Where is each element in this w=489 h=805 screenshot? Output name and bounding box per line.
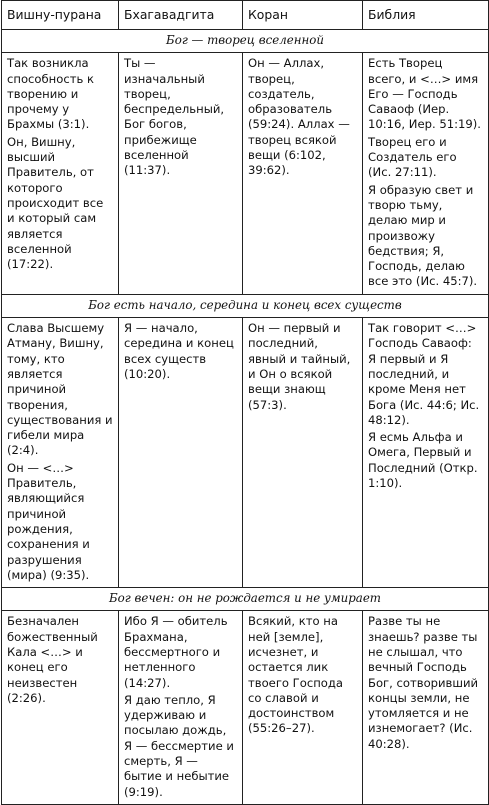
quote: Он — Аллах, творец, создатель, образователь (59:24). Аллах — творец всякой вещи (6:102, 39:62). xyxy=(248,56,350,178)
cell-bible xyxy=(363,318,489,588)
quote: Творец его и Создатель его (Ис. 27:11). xyxy=(368,134,457,180)
header-koran: Коран xyxy=(243,1,363,30)
quote: Я даю тепло, Я удерживаю и посылаю дождь, Я — бессмертие и смерть, Я — бытие и небытие (9:19). xyxy=(124,692,234,799)
cell-vishnu-purana xyxy=(2,318,119,588)
cell-koran xyxy=(243,318,363,588)
quote: Он — первый и последний, явный и тайный, и Он о всякой вещи знающ (57:3). xyxy=(248,321,351,412)
section-title: Бог — творец вселенной xyxy=(2,30,489,53)
section-title: Бог вечен: он не рождается и не умирает xyxy=(2,588,489,611)
cell-bhagavadgita xyxy=(119,318,243,588)
quote: Он, Вишну, высший Правитель, от которого происходит все и который сам является вселенной (17:22). xyxy=(7,134,104,272)
cell-koran xyxy=(243,53,363,294)
section-title-row xyxy=(2,294,489,317)
quote: Есть Творец всего, и <…> имя Его — Господь Саваоф (Иер. 10:16, Иер. 51:19). xyxy=(368,56,481,132)
cell-bhagavadgita xyxy=(119,53,243,294)
cell-bible xyxy=(363,53,489,294)
header-bhagavadgita: Бхагавадгита xyxy=(119,1,243,30)
quote: Слава Высшему Атману, Вишну, тому, кто является причиной творения, существования и гибели мира (2:4). xyxy=(7,321,113,458)
cell-vishnu-purana xyxy=(2,53,119,294)
quote: Безначален божественный Кала <…> и конец его неизвестен (2:26). xyxy=(7,614,98,705)
table-row xyxy=(2,318,489,588)
quote: Так говорит <…> Господь Саваоф: Я первый и Я последний, и кроме Меня нет Бога (Ис. 44:6; Ис. 48:12). xyxy=(368,321,480,427)
quote: Я есмь Альфа и Омега, Первый и Последний (Откр. 1:10). xyxy=(368,430,478,491)
header-vishnu-purana: Вишну-пурана xyxy=(2,1,119,30)
quote: Ибо Я — обитель Брахмана, бессмертного и нетленного (14:27). xyxy=(124,614,228,690)
quote: Я — начало, середина и конец всех существ (10:20). xyxy=(124,321,234,381)
header-bible: Библия xyxy=(363,1,489,30)
table-row xyxy=(2,53,489,294)
section-title-row xyxy=(2,30,489,53)
quote: Так возникла способность к творению и прочему у Брахмы (3:1). xyxy=(7,56,94,132)
quote: Разве ты не знаешь? разве ты не слышал, что вечный Господь Бог, сотворивший концы земли, не утомляется и не изнемогает? (Ис. 40:28). xyxy=(368,614,479,751)
section-title-row xyxy=(2,588,489,611)
comparison-table xyxy=(1,0,489,805)
quote: Ты — изначальный творец, беспредельный, Бог богов, прибежище вселенной (11:37). xyxy=(124,56,225,178)
quote: Всякий, кто на ней [земле], исчезнет, и остается лик твоего Господа со славой и достоинством (55:26–27). xyxy=(248,614,344,736)
quote: Он — <…> Правитель, являющийся причиной рождения, сохранения и разрушения (мира) (9:35). xyxy=(7,460,90,582)
header-row xyxy=(2,1,489,30)
quote: Я образую свет и творю тьму, делаю мир и произвожу бедствия; Я, Господь, делаю все это (Ис. 45:7). xyxy=(368,182,478,289)
section-title: Бог есть начало, середина и конец всех существ xyxy=(2,294,489,317)
